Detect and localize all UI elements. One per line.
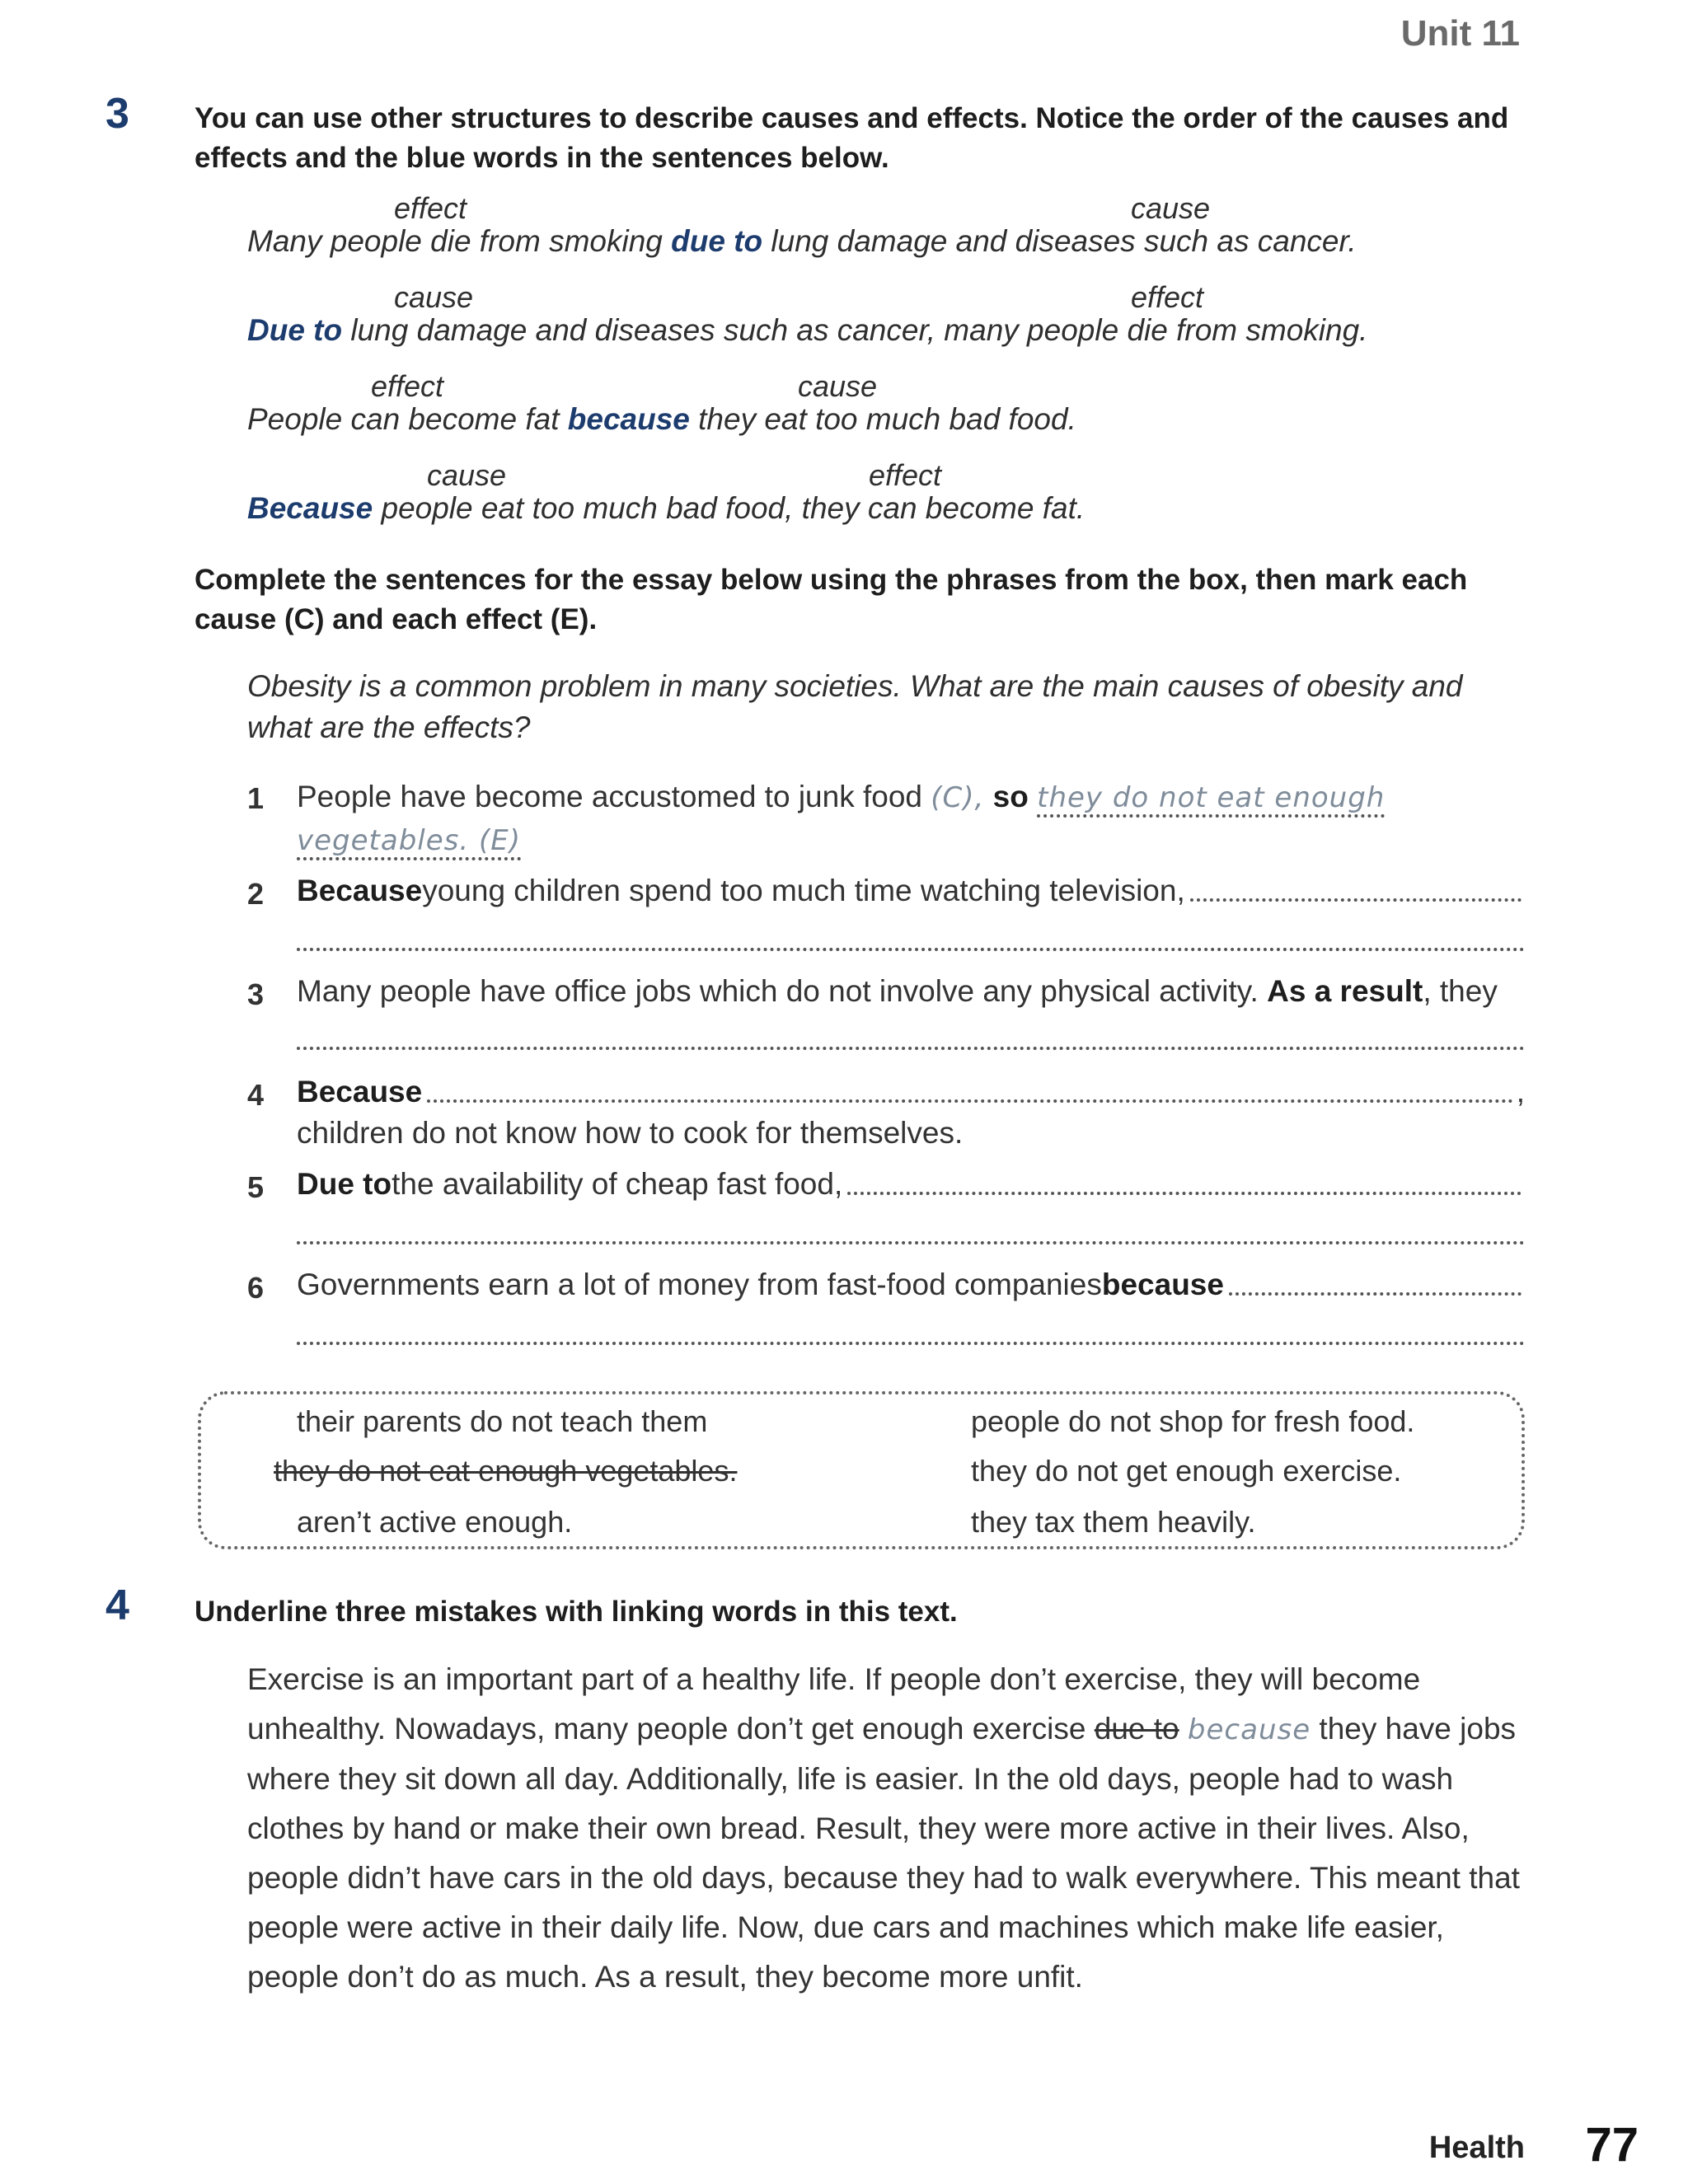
item-1-text: People have become accustomed to junk food bbox=[297, 780, 922, 813]
example-1-keyword: due to bbox=[671, 224, 763, 258]
item-6-answer-blank-1[interactable] bbox=[1229, 1292, 1522, 1296]
example-2-post: lung damage and diseases such as cancer, many people die from smoking. bbox=[342, 313, 1368, 347]
item-5-text: the availability of cheap fast food, bbox=[392, 1167, 843, 1201]
phrase-box-item-3: aren’t active enough. bbox=[297, 1505, 573, 1539]
phrase-box-item-5: they do not get enough exercise. bbox=[971, 1454, 1402, 1488]
item-4-line-2: children do not know how to cook for themselves. bbox=[297, 1116, 964, 1150]
exercise-3-number: 3 bbox=[106, 90, 129, 138]
exercise-4-text-end: they have jobs where they sit down all day. Additionally, life is easier. In the old days, people had to wash clothes by hand or make their own bread. Result, they were more active in their lives. Also, people didn’t have cars in the old days, because they had to walk everywhere. This meant that people were active in their daily life. Now, due cars and machines which make life easier, people don’t do as much. As a result, they become more unfit. bbox=[247, 1712, 1520, 1994]
item-3-number: 3 bbox=[247, 977, 265, 1011]
example-3-label-cause: cause bbox=[798, 369, 878, 403]
item-5-keyword: Due to bbox=[297, 1167, 392, 1201]
exercise-4-handwritten-correction: because bbox=[1187, 1713, 1311, 1746]
item-1-number: 1 bbox=[247, 781, 265, 815]
example-4-sentence bbox=[247, 491, 1085, 526]
item-2-answer-blank-1[interactable] bbox=[1190, 898, 1522, 902]
item-4-keyword: Because bbox=[297, 1075, 423, 1108]
item-4-number: 4 bbox=[247, 1078, 265, 1112]
item-3-text: Many people have office jobs which do not involve any physical activity. bbox=[297, 974, 1268, 1008]
phrase-box-item-2-crossed-out: they do not eat enough vegetables. bbox=[274, 1454, 738, 1488]
item-1-keyword: so bbox=[992, 780, 1029, 813]
item-2-line-1 bbox=[297, 874, 1525, 908]
example-2-keyword: Due to bbox=[247, 313, 343, 347]
example-3-pre: People can become fat bbox=[247, 402, 568, 436]
example-1-label-cause: cause bbox=[1131, 191, 1211, 225]
phrase-box-item-1: their parents do not teach them bbox=[297, 1404, 708, 1438]
example-4-label-effect: effect bbox=[869, 458, 942, 492]
item-1-line-1 bbox=[297, 780, 1385, 814]
item-1-line-2 bbox=[297, 823, 521, 857]
item-3-tail: , they bbox=[1423, 974, 1498, 1008]
exercise-4-text-start: Exercise is an important part of a healthy life. If people don’t exercise, they will become unhealthy. Nowadays, many people don’t get enough exercise bbox=[247, 1662, 1421, 1746]
item-1-answer-part-2[interactable]: vegetables. (E) bbox=[297, 824, 521, 860]
example-2-label-effect: effect bbox=[1131, 280, 1204, 314]
example-1-label-effect: effect bbox=[394, 191, 467, 225]
item-6-number: 6 bbox=[247, 1271, 265, 1305]
phrase-box-item-4: people do not shop for fresh food. bbox=[971, 1404, 1415, 1438]
item-6-keyword: because bbox=[1101, 1268, 1224, 1301]
example-3-sentence bbox=[247, 402, 1076, 437]
page-number: 77 bbox=[1585, 2118, 1639, 2172]
example-2-label-cause: cause bbox=[394, 280, 474, 314]
example-4-keyword: Because bbox=[247, 491, 373, 525]
item-2-answer-blank-2[interactable] bbox=[297, 948, 1525, 951]
example-1-pre: Many people die from smoking bbox=[247, 224, 672, 258]
footer-section-title: Health bbox=[1428, 2130, 1525, 2165]
item-6-answer-blank-2[interactable] bbox=[297, 1342, 1525, 1345]
exercise-4-crossed-out-word: due to bbox=[1094, 1712, 1179, 1746]
item-2-text: young children spend too much time watching television, bbox=[422, 874, 1185, 907]
phrase-box-item-6: they tax them heavily. bbox=[971, 1505, 1256, 1539]
item-3-keyword: As a result bbox=[1267, 974, 1423, 1008]
example-3-keyword: because bbox=[567, 402, 690, 436]
item-4-comma: , bbox=[1516, 1075, 1525, 1108]
item-5-answer-blank-2[interactable] bbox=[297, 1241, 1525, 1244]
item-6-line-1 bbox=[297, 1268, 1525, 1302]
item-6-text: Governments earn a lot of money from fast-food companies bbox=[297, 1268, 1102, 1301]
item-3-line-1 bbox=[297, 974, 1498, 1009]
item-1-answer-part-1[interactable]: they do not eat enough bbox=[1037, 781, 1385, 818]
unit-label: Unit 11 bbox=[1400, 13, 1520, 54]
item-4-line-1 bbox=[297, 1075, 1525, 1109]
essay-prompt: Obesity is a common problem in many societies. What are the main causes of obesity and what are the effects? bbox=[247, 669, 1463, 744]
exercise-3-instruction: You can use other structures to describe causes and effects. Notice the order of the causes and effects and the blue words in the sentences below. bbox=[195, 102, 1509, 174]
example-3-post: they eat too much bad food. bbox=[689, 402, 1076, 436]
item-4-answer-blank[interactable] bbox=[427, 1099, 1513, 1103]
exercise-4-text[interactable] bbox=[247, 1655, 1533, 2002]
item-5-number: 5 bbox=[247, 1170, 265, 1204]
item-2-number: 2 bbox=[247, 877, 265, 911]
item-3-answer-blank[interactable] bbox=[297, 1047, 1525, 1050]
exercise-3-instruction-2: Complete the sentences for the essay below using the phrases from the box, then mark each cause (C) and each effect (E). bbox=[195, 564, 1468, 635]
example-4-post: people eat too much bad food, they can become fat. bbox=[373, 491, 1085, 525]
example-4-label-cause: cause bbox=[427, 458, 507, 492]
example-1-post: lung damage and diseases such as cancer. bbox=[762, 224, 1357, 258]
example-2-sentence bbox=[247, 313, 1367, 348]
item-5-answer-blank-1[interactable] bbox=[847, 1192, 1522, 1195]
exercise-4-instruction: Underline three mistakes with linking words in this text. bbox=[195, 1596, 958, 1628]
item-5-line-1 bbox=[297, 1167, 1525, 1202]
example-1-sentence bbox=[247, 224, 1357, 259]
example-3-label-effect: effect bbox=[371, 369, 444, 403]
item-2-keyword: Because bbox=[297, 874, 423, 907]
item-1-cause-mark: (C), bbox=[931, 781, 985, 814]
exercise-4-number: 4 bbox=[106, 1582, 129, 1629]
